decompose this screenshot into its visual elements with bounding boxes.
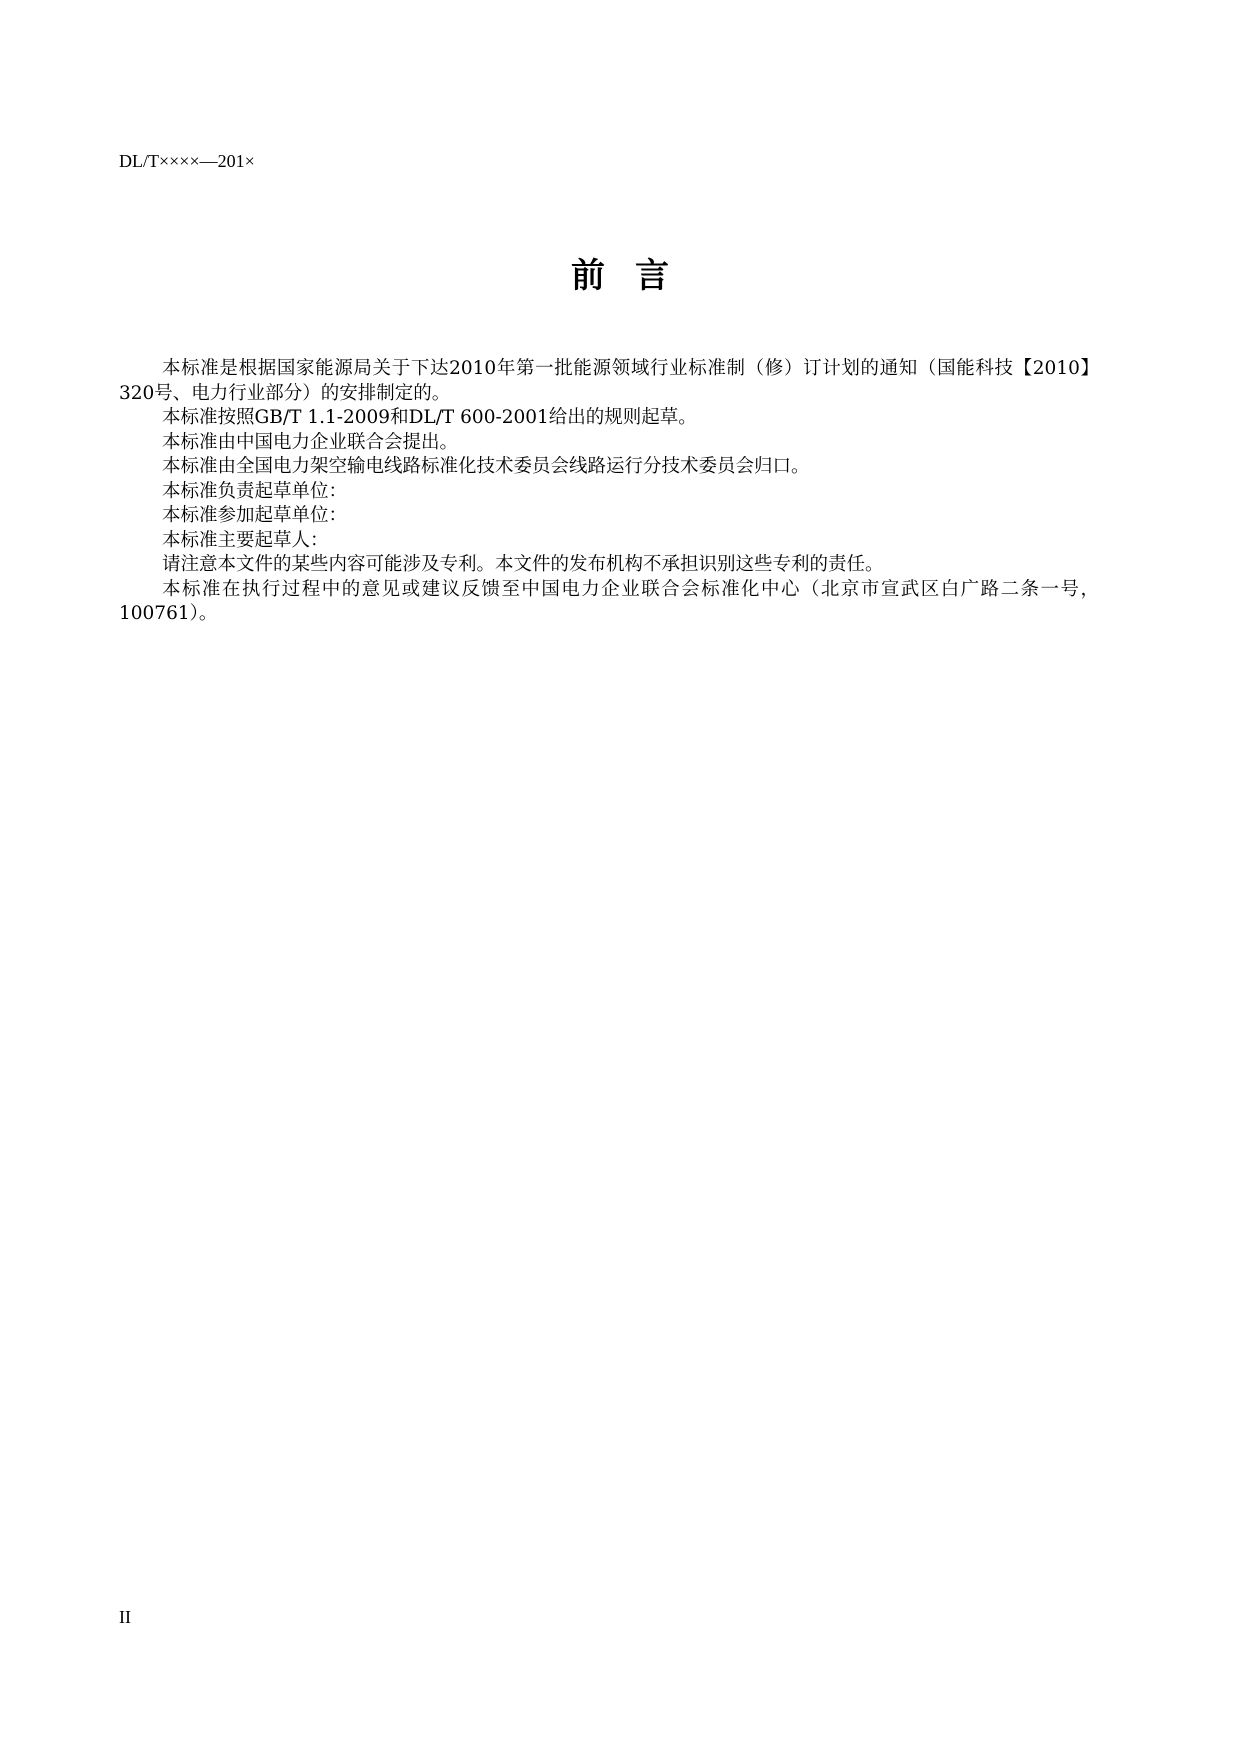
paragraph-responsible-drafter: 本标准负责起草单位： xyxy=(162,480,348,502)
paragraph-patent-notice: 请注意本文件的某些内容可能涉及专利。本文件的发布机构不承担识别这些专利的责任。 xyxy=(162,554,884,575)
paragraph-proposed-by: 本标准由中国电力企业联合会提出。 xyxy=(162,431,459,453)
paragraph-basis: 本标准是根据国家能源局关于下达2010年第一批能源领域行业标准制（修）订计划的通知（国能科技【2010】320号、电力行业部分）的安排制定的。 xyxy=(119,358,1099,404)
paragraph-participating-drafters: 本标准参加起草单位： xyxy=(162,505,348,526)
body-text xyxy=(119,357,1099,627)
section-title: 前言 xyxy=(571,256,699,296)
document-code: DL/T××××—201× xyxy=(119,151,255,171)
paragraph-feedback: 本标准在执行过程中的意见或建议反馈至中国电力企业联合会标准化中心（北京市宣武区白广路二条一号，100761）。 xyxy=(119,578,1099,624)
page-number: II xyxy=(119,1607,131,1627)
paragraph-drafting-rules: 本标准按照GB/T 1.1-2009和DL/T 600-2001给出的规则起草。 xyxy=(162,407,697,428)
paragraph-under-jurisdiction: 本标准由全国电力架空输电线路标准化技术委员会线路运行分技术委员会归口。 xyxy=(162,456,810,477)
paragraph-main-drafters: 本标准主要起草人： xyxy=(162,529,329,551)
